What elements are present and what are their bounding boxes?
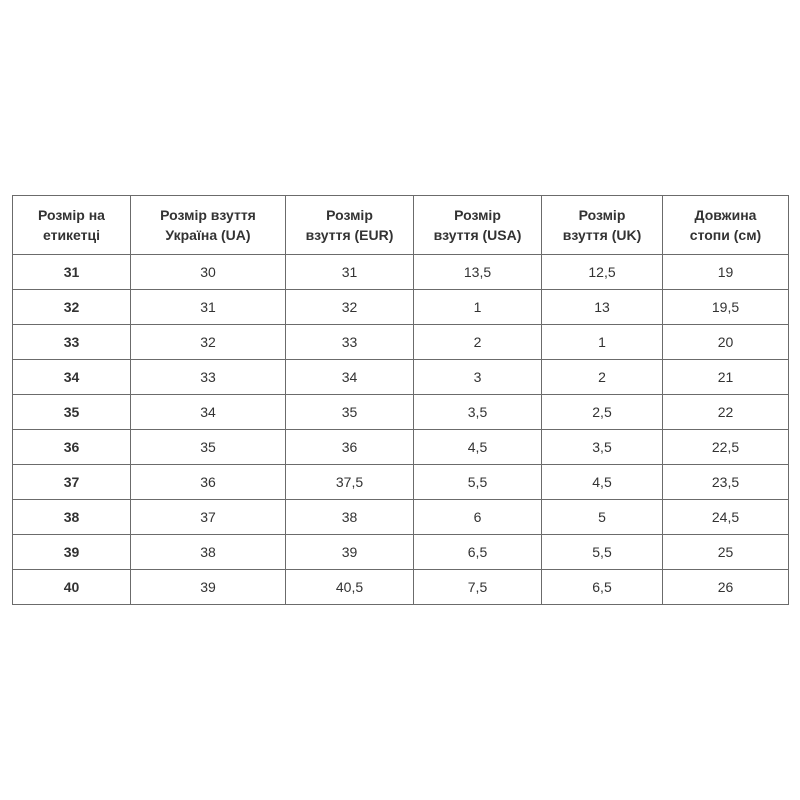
cell-usa-size: 6 [414,500,542,535]
cell-foot-length: 20 [663,325,789,360]
cell-uk-size: 12,5 [542,255,663,290]
cell-uk-size: 4,5 [542,465,663,500]
cell-foot-length: 26 [663,570,789,605]
cell-ua-size: 30 [131,255,286,290]
cell-usa-size: 4,5 [414,430,542,465]
cell-eur-size: 33 [286,325,414,360]
cell-usa-size: 3 [414,360,542,395]
cell-ua-size: 31 [131,290,286,325]
cell-foot-length: 22,5 [663,430,789,465]
table-row [13,395,789,430]
cell-ua-size: 37 [131,500,286,535]
cell-uk-size: 6,5 [542,570,663,605]
header-ua-size: Розмір взуття Україна (UA) [131,196,286,255]
cell-foot-length: 24,5 [663,500,789,535]
cell-foot-length: 21 [663,360,789,395]
cell-ua-size: 34 [131,395,286,430]
table-row [13,570,789,605]
cell-foot-length: 23,5 [663,465,789,500]
cell-usa-size: 13,5 [414,255,542,290]
cell-uk-size: 3,5 [542,430,663,465]
cell-eur-size: 35 [286,395,414,430]
cell-label-size: 34 [13,360,131,395]
cell-foot-length: 19 [663,255,789,290]
table-row [13,535,789,570]
cell-label-size: 38 [13,500,131,535]
header-label-size: Розмір на етикетці [13,196,131,255]
cell-label-size: 31 [13,255,131,290]
cell-usa-size: 1 [414,290,542,325]
cell-eur-size: 34 [286,360,414,395]
cell-label-size: 39 [13,535,131,570]
cell-uk-size: 2,5 [542,395,663,430]
cell-usa-size: 7,5 [414,570,542,605]
table-row [13,430,789,465]
cell-eur-size: 39 [286,535,414,570]
cell-uk-size: 13 [542,290,663,325]
header-uk-size: Розмір взуття (UK) [542,196,663,255]
header-eur-size: Розмір взуття (EUR) [286,196,414,255]
cell-label-size: 40 [13,570,131,605]
cell-label-size: 32 [13,290,131,325]
cell-label-size: 33 [13,325,131,360]
table-row [13,500,789,535]
cell-ua-size: 35 [131,430,286,465]
cell-foot-length: 22 [663,395,789,430]
cell-uk-size: 5 [542,500,663,535]
cell-ua-size: 36 [131,465,286,500]
cell-ua-size: 39 [131,570,286,605]
size-chart-table [12,195,789,605]
cell-usa-size: 6,5 [414,535,542,570]
cell-label-size: 36 [13,430,131,465]
cell-eur-size: 31 [286,255,414,290]
header-foot-length: Довжина стопи (см) [663,196,789,255]
table-row [13,255,789,290]
cell-uk-size: 5,5 [542,535,663,570]
cell-usa-size: 2 [414,325,542,360]
cell-eur-size: 40,5 [286,570,414,605]
cell-foot-length: 19,5 [663,290,789,325]
cell-eur-size: 37,5 [286,465,414,500]
table-row [13,465,789,500]
cell-usa-size: 3,5 [414,395,542,430]
cell-foot-length: 25 [663,535,789,570]
table-row [13,360,789,395]
cell-label-size: 37 [13,465,131,500]
cell-ua-size: 32 [131,325,286,360]
cell-ua-size: 38 [131,535,286,570]
table-row [13,290,789,325]
cell-uk-size: 2 [542,360,663,395]
header-usa-size: Розмір взуття (USA) [414,196,542,255]
table-header-row [13,196,789,255]
cell-eur-size: 36 [286,430,414,465]
cell-ua-size: 33 [131,360,286,395]
cell-eur-size: 38 [286,500,414,535]
table-row [13,325,789,360]
cell-label-size: 35 [13,395,131,430]
cell-eur-size: 32 [286,290,414,325]
cell-usa-size: 5,5 [414,465,542,500]
cell-uk-size: 1 [542,325,663,360]
